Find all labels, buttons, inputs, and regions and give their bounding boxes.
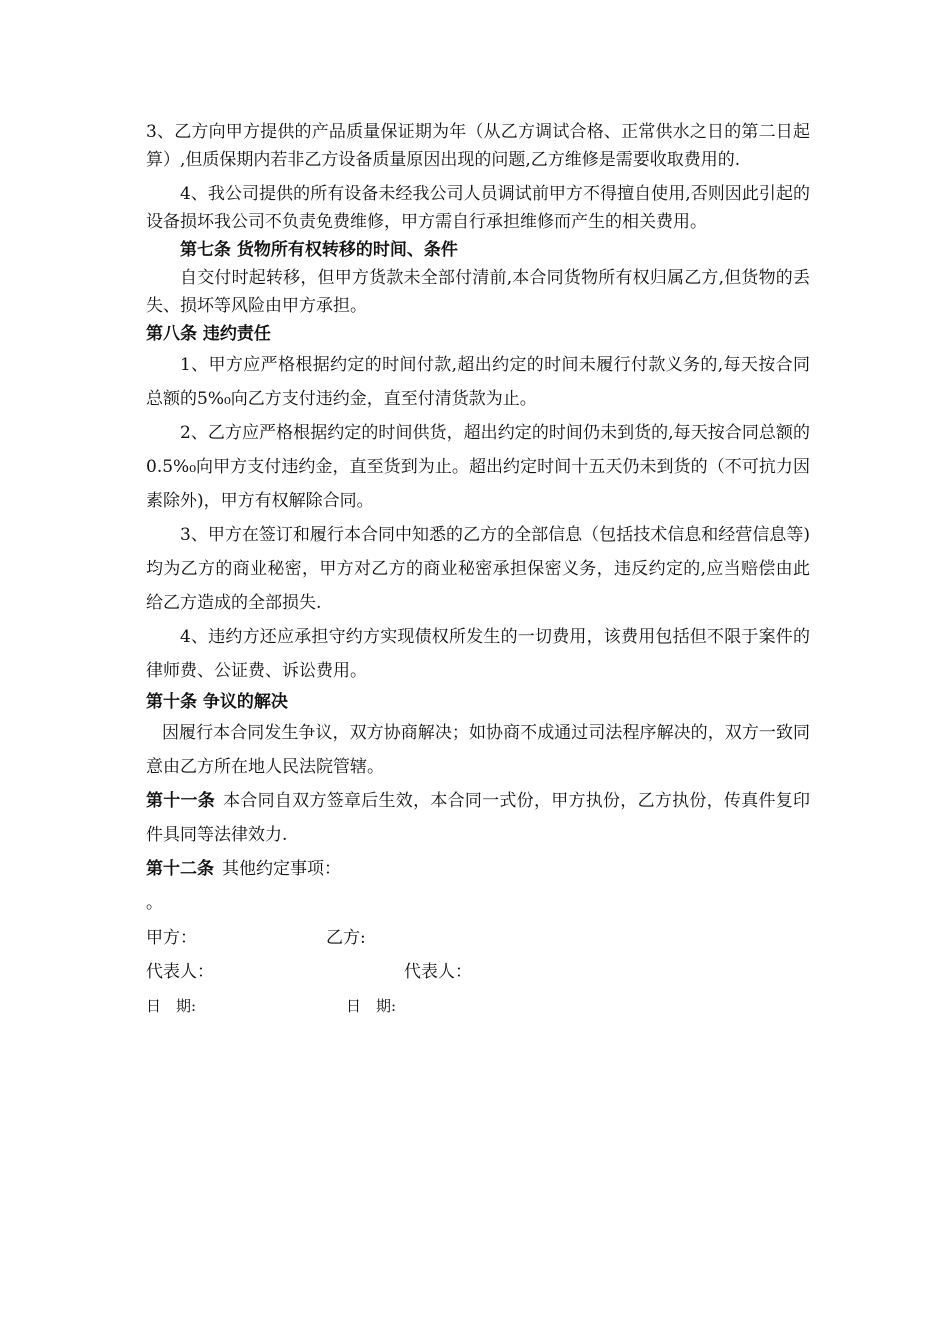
clause-6-item-3: 3、乙方向甲方提供的产品质量保证期为年（从乙方调试合格、正常供水之日的第二日起算）,但质保期内若非乙方设备质量原因出现的问题,乙方维修是需要收取费用的. xyxy=(146,122,810,170)
article-11-heading: 第十一条 xyxy=(146,791,216,811)
party-b-label: 乙方: xyxy=(326,928,366,948)
article-12-body: 其他约定事项： xyxy=(222,859,341,879)
article-8-item-1: 1、甲方应严格根据约定的时间付款,超出约定的时间未履行付款义务的,每天按合同总额的5%₀向乙方支付违约金，直至付清货款为止。 xyxy=(146,355,810,409)
article-7-body: 自交付时起转移，但甲方货款未全部付清前,本合同货物所有权归属乙方,但货物的丢失、损坏等风险由甲方承担。 xyxy=(146,268,810,316)
article-8-item-2: 2、乙方应严格根据约定的时间供货，超出约定的时间仍未到货的,每天按合同总额的0.5%₀向甲方支付违约金，直至货到为止。超出约定时间十五天仍未到货的（不可抗力因素除外)，甲方有权解除合同。 xyxy=(146,423,810,511)
clause-6-item-4: 4、我公司提供的所有设备未经我公司人员调试前甲方不得擅自使用,否则因此引起的设备损坏我公司不负责免费维修，甲方需自行承担维修而产生的相关费用。 xyxy=(146,184,810,232)
article-12-heading: 第十二条 xyxy=(146,859,214,879)
article-11-body: 本合同自双方签章后生效，本合同一式份，甲方执份，乙方执份，传真件复印件具同等法律效力. xyxy=(146,791,811,845)
date-a-label: 日 期: xyxy=(146,997,197,1015)
signature-representative-row xyxy=(146,954,810,988)
signature-party-row xyxy=(146,920,810,954)
article-8-item-4: 4、违约方还应承担守约方实现债权所发生的一切费用，该费用包括但不限于案件的律师费、公证费、诉讼费用。 xyxy=(146,627,810,681)
article-10-body: 因履行本合同发生争议，双方协商解决；如协商不成通过司法程序解决的，双方一致同意由乙方所在地人民法院管辖。 xyxy=(146,723,810,777)
article-11 xyxy=(146,784,810,852)
article-7-heading: 第七条 货物所有权转移的时间、条件 xyxy=(180,240,458,260)
article-10-heading: 第十条 争议的解决 xyxy=(146,692,288,712)
date-b-label: 日 期: xyxy=(346,997,397,1015)
party-a-label: 甲方： xyxy=(146,928,197,948)
article-8-item-3: 3、甲方在签订和履行本合同中知悉的乙方的全部信息（包括技术信息和经营信息等)均为乙方的商业秘密，甲方对乙方的商业秘密承担保密义务，违反约定的,应当赔偿由此给乙方造成的全部损失. xyxy=(146,525,810,613)
representative-b-label: 代表人： xyxy=(404,962,472,982)
representative-a-label: 代表人： xyxy=(146,962,214,982)
contract-body xyxy=(146,118,810,1022)
article-8-heading: 第八条 违约责任 xyxy=(146,324,271,344)
signature-date-row xyxy=(146,988,810,1022)
blank-line-mark: 。 xyxy=(146,893,163,913)
article-12 xyxy=(146,852,810,886)
